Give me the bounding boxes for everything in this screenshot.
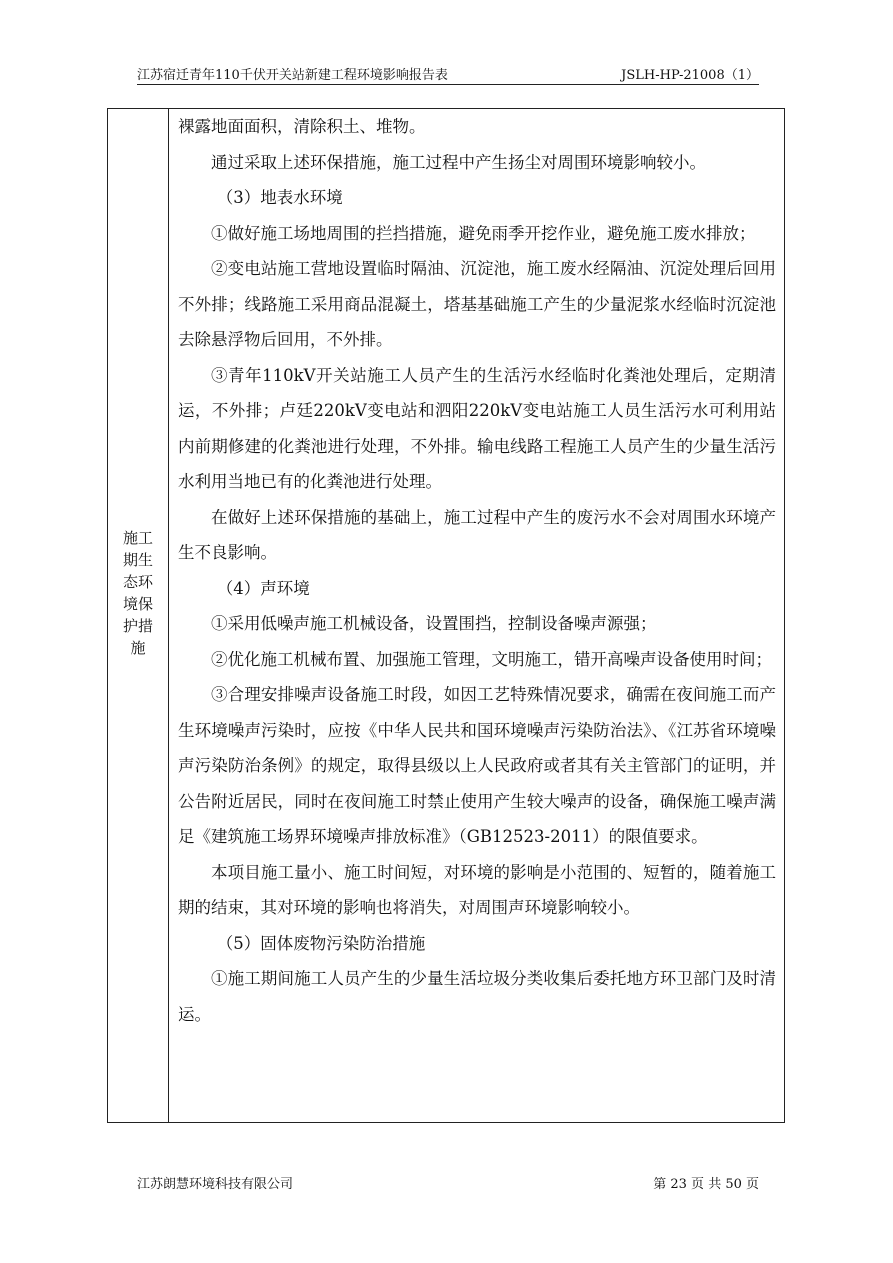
paragraph: 本项目施工量小、施工时间短，对环境的影响是小范围的、短暂的，随着施工期的结束，其对环境的影响也将消失，对周围声环境影响较小。 (178, 862, 776, 917)
section-label-line: 期生 (122, 551, 153, 569)
paragraph: 通过采取上述环保措施，施工过程中产生扬尘对周围环境影响较小。 (211, 152, 706, 172)
paragraph: ①采用低噪声施工机械设备，设置围挡，控制设备噪声源强； (211, 614, 657, 633)
section-content (178, 109, 776, 1032)
paragraph: ③合理安排噪声设备施工时段，如因工艺特殊情况要求，确需在夜间施工而产生环境噪声污染时，应按《中华人民共和国环境噪声污染防治法》、《江苏省环境噪声污染防治条例》的规定，取得县级以上人民政府或者其有关主管部门的证明，并公告附近居民，同时在夜间施工时禁止使用产生较大噪声的设备，确保施工噪声满足《建筑施工场界环境噪声排放标准》（GB12523-2011）的限值要求。 (178, 685, 776, 846)
subheading: （5）固体废物污染防治措施 (216, 933, 426, 953)
section-label (109, 527, 167, 659)
report-title: 江苏宿迁青年110千伏开关站新建工程环境影响报告表 (137, 68, 448, 83)
paragraph: ②优化施工机械布置、加强施工管理，文明施工，错开高噪声设备使用时间； (211, 649, 772, 669)
document-code: JSLH-HP-21008（1） (621, 68, 759, 83)
company-name: 江苏朗慧环境科技有限公司 (137, 1177, 294, 1192)
page-number: 第 23 页 共 50 页 (653, 1177, 759, 1192)
column-divider (168, 108, 169, 1123)
paragraph: 在做好上述环保措施的基础上，施工过程中产生的废污水不会对周围水环境产生不良影响。 (178, 507, 776, 562)
section-label-line: 施工 (122, 529, 153, 547)
section-label-line: 护措 (122, 617, 153, 635)
subheading: （4）声环境 (216, 578, 310, 598)
header-rule (137, 84, 759, 85)
paragraph: 裸露地面面积，清除积土、堆物。 (178, 117, 426, 136)
page-footer (137, 1175, 759, 1195)
page-header (137, 66, 759, 86)
subheading: （3）地表水环境 (216, 188, 343, 207)
paragraph: ①施工期间施工人员产生的少量生活垃圾分类收集后委托地方环卫部门及时清运。 (178, 969, 776, 1024)
paragraph: ①做好施工场地周围的拦挡措施，避免雨季开挖作业，避免施工废水排放； (211, 223, 756, 243)
section-label-line: 态环 (122, 573, 153, 591)
paragraph: ②变电站施工营地设置临时隔油、沉淀池，施工废水经隔油、沉淀处理后回用不外排；线路施工采用商品混凝土，塔基基础施工产生的少量泥浆水经临时沉淀池去除悬浮物后回用，不外排。 (178, 259, 776, 349)
section-label-line: 施 (130, 639, 146, 657)
section-label-line: 境保 (122, 595, 153, 613)
paragraph: ③青年110kV开关站施工人员产生的生活污水经临时化粪池处理后，定期清运，不外排；卢廷220kV变电站和泗阳220kV变电站施工人员生活污水可利用站内前期修建的化粪池进行处理，不外排。输电线路工程施工人员产生的少量生活污水利用当地已有的化粪池进行处理。 (178, 365, 776, 491)
